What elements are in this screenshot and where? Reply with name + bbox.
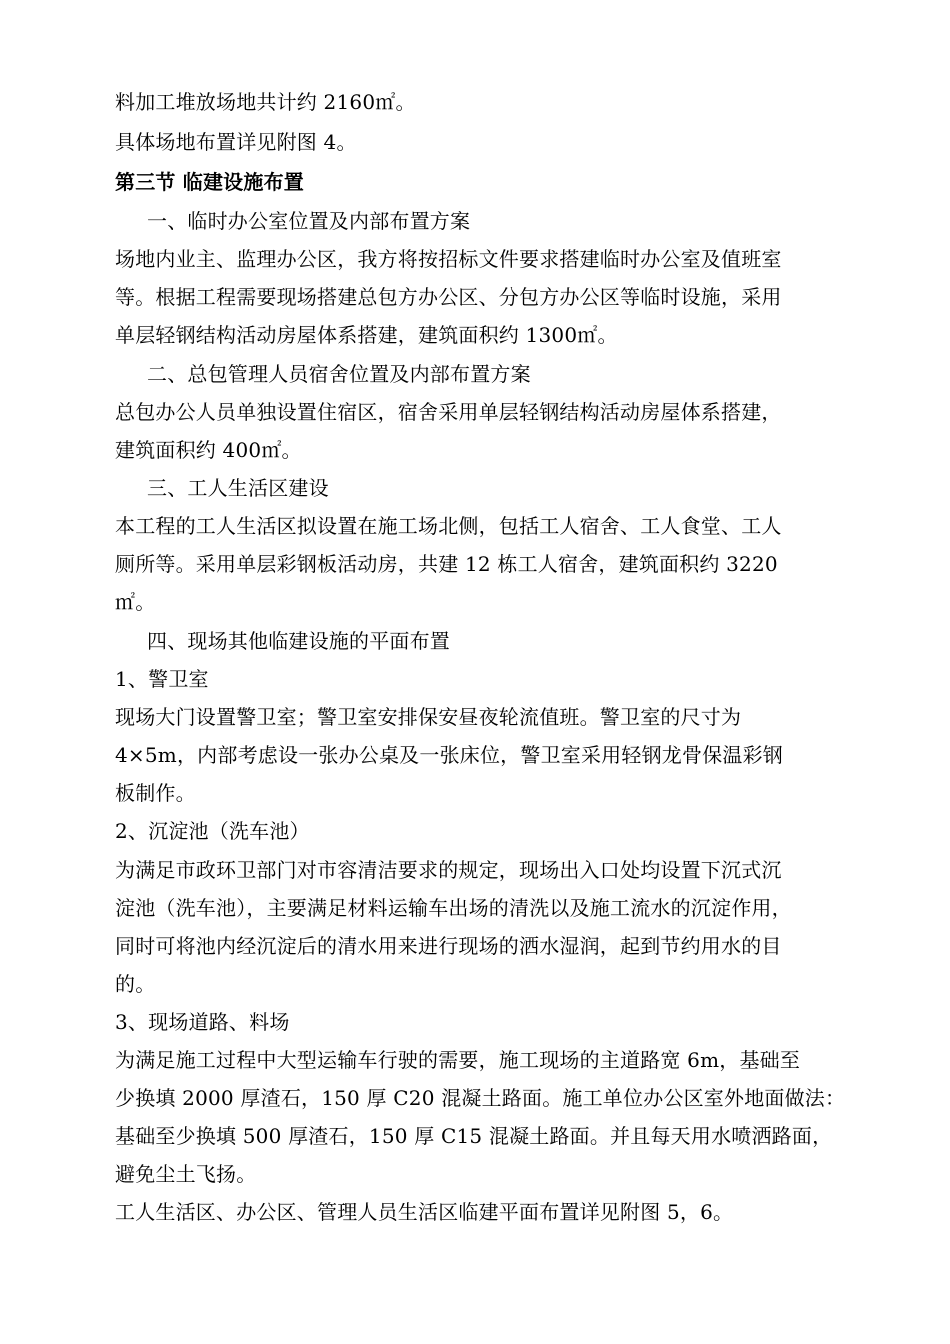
paragraph-line: 具体场地布置详见附图 4。 — [115, 130, 357, 154]
paragraph-line: 等。根据工程需要现场搭建总包方办公区、分包方办公区等临时设施，采用 — [115, 285, 782, 309]
paragraph-line: 基础至少换填 500 厚渣石，150 厚 C15 混凝土路面。并且每天用水喷洒路面， — [115, 1124, 833, 1148]
paragraph-line: 4×5m，内部考虑设一张办公桌及一张床位，警卫室采用轻钢龙骨保温彩钢 — [115, 743, 783, 767]
paragraph-line: 为满足施工过程中大型运输车行驶的需要，施工现场的主道路宽 6m，基础至 — [115, 1048, 801, 1072]
paragraph-line: 为满足市政环卫部门对市容清洁要求的规定，现场出入口处均设置下沉式沉 — [115, 858, 782, 882]
paragraph-line: 同时可将池内经沉淀后的清水用来进行现场的洒水湿润，起到节约用水的目 — [115, 934, 782, 958]
list-heading: 1、警卫室 — [115, 667, 209, 691]
paragraph-line: 淀池（洗车池），主要满足材料运输车出场的清洗以及施工流水的沉淀作用， — [115, 896, 792, 920]
paragraph-line: 建筑面积约 400㎡。 — [115, 438, 302, 462]
paragraph-line: 少换填 2000 厚渣石，150 厚 C20 混凝土路面。施工单位办公区室外地面做法： — [115, 1086, 846, 1110]
list-heading: 3、现场道路、料场 — [115, 1010, 290, 1034]
paragraph-line: 料加工堆放场地共计约 2160㎡。 — [115, 90, 416, 114]
list-heading: 2、沉淀池（洗车池） — [115, 819, 310, 843]
paragraph-line: ㎡。 — [115, 590, 156, 614]
paragraph-line: 现场大门设置警卫室；警卫室安排保安昼夜轮流值班。警卫室的尺寸为 — [115, 705, 742, 729]
subsection-heading: 四、现场其他临建设施的平面布置 — [147, 629, 450, 653]
paragraph-line: 避免尘土飞扬。 — [115, 1162, 257, 1186]
paragraph-line: 总包办公人员单独设置住宿区，宿舍采用单层轻钢结构活动房屋体系搭建， — [115, 400, 782, 424]
subsection-heading: 一、临时办公室位置及内部布置方案 — [147, 209, 471, 233]
paragraph-line: 工人生活区、办公区、管理人员生活区临建平面布置详见附图 5，6。 — [115, 1200, 734, 1224]
paragraph-line: 的。 — [115, 972, 156, 996]
paragraph-line: 板制作。 — [115, 781, 196, 805]
paragraph-line: 场地内业主、监理办公区，我方将按招标文件要求搭建临时办公室及值班室 — [115, 247, 782, 271]
subsection-heading: 三、工人生活区建设 — [147, 476, 329, 500]
paragraph-line: 单层轻钢结构活动房屋体系搭建，建筑面积约 1300㎡。 — [115, 323, 618, 347]
subsection-heading: 二、总包管理人员宿舍位置及内部布置方案 — [147, 362, 531, 386]
paragraph-line: 本工程的工人生活区拟设置在施工场北侧，包括工人宿舍、工人食堂、工人 — [115, 514, 782, 538]
section-heading: 第三节 临建设施布置 — [115, 170, 304, 194]
paragraph-line: 厕所等。采用单层彩钢板活动房，共建 12 栋工人宿舍，建筑面积约 3220 — [115, 552, 778, 576]
